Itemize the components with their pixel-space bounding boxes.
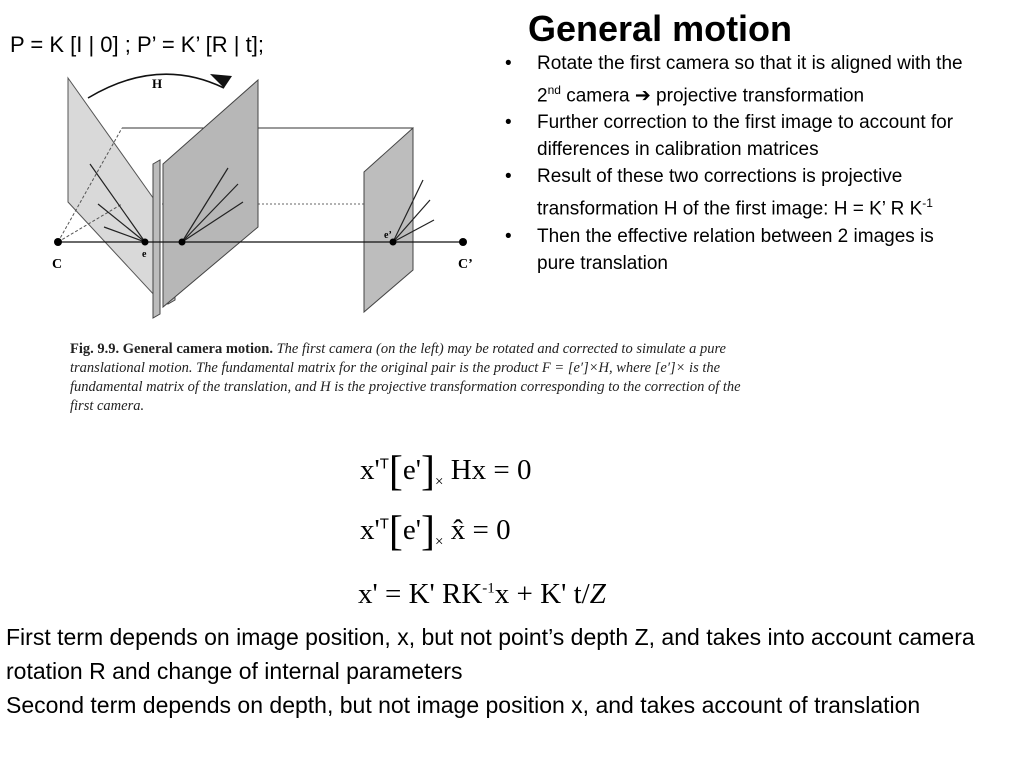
bullet-dot-icon: • <box>505 166 512 188</box>
label-c: C <box>52 257 63 272</box>
eq1-bracket-content: e' <box>402 454 422 486</box>
eq3-depth-variable: Z <box>589 578 606 610</box>
bullet-item <box>505 163 975 222</box>
camera-matrices-equation: P = K [I | 0] ; P’ = K’ [R | t]; <box>10 32 264 57</box>
eq2-rest: x̂ = 0 <box>450 514 511 546</box>
eq1-right-bracket: ] <box>421 449 436 495</box>
explanation-second-term: Second term depends on depth, but not image position x, and takes account of translation <box>6 692 921 718</box>
eq3-part2: x + K' t/ <box>494 578 590 610</box>
thin-plane-1 <box>153 160 160 318</box>
equation-epipolar-xhat <box>360 508 511 556</box>
bullet-dot-icon: • <box>505 53 512 74</box>
explanation-first-term: First term depends on image position, x, but not point’s depth Z, and takes into account camera rotation R and change of internal parameters <box>6 624 975 684</box>
eq3-part1: x' = K' RK <box>358 578 483 610</box>
label-h: H <box>152 76 163 91</box>
eq2-bracket-content: e' <box>402 514 422 546</box>
label-e: e <box>142 249 147 260</box>
bullet-list <box>505 50 975 277</box>
right-image-plane <box>364 128 413 312</box>
eq2-subscript: × <box>435 533 444 550</box>
explanation-text <box>6 620 1018 722</box>
bullet-text: Rotate the first camera so that it is aligned with the 2 <box>537 53 963 107</box>
caption-heading: Fig. 9.9. General camera motion. <box>70 341 273 357</box>
slide-title: General motion <box>528 8 793 49</box>
equation-point-transfer <box>358 578 606 611</box>
camera-motion-figure <box>38 62 498 324</box>
bullet-item <box>505 109 975 163</box>
eq1-lhs: x' <box>360 454 380 486</box>
caption-body: The first camera (on the left) may be rotated and corrected to simulate a pure translational motion. The fundamental matrix for the original pair is the product F = [e′]×H, where [e′]× is the fundamental matrix of the translation, and H is the projective transformation corresponding to the correction of the first camera. <box>70 341 741 414</box>
bullet-text: Then the effective relation between 2 images is pure translation <box>537 225 934 274</box>
bullet-dot-icon: • <box>505 225 512 247</box>
left-rotated-image-plane <box>68 78 156 297</box>
bullet-item <box>505 50 975 109</box>
label-c-prime: C’ <box>458 257 473 272</box>
bullet-text-after: camera ➔ projective transformation <box>560 85 865 107</box>
bullet-text: Further correction to the first image to account for differences in calibration matrices <box>537 112 954 161</box>
eq2-right-bracket: ] <box>421 509 436 555</box>
eq2-left-bracket: [ <box>388 509 403 555</box>
eq1-left-bracket: [ <box>388 449 403 495</box>
figure-caption <box>70 340 765 416</box>
label-e-prime: e’ <box>384 230 392 241</box>
camera-center-c-point <box>54 238 62 246</box>
bullet-dot-icon: • <box>505 112 512 134</box>
corrected-image-plane <box>163 80 258 307</box>
eq1-subscript: × <box>435 473 444 490</box>
corrected-epipole-point <box>179 239 186 246</box>
eq2-superscript: T <box>379 515 389 533</box>
eq3-superscript: -1 <box>482 580 495 597</box>
equation-epipolar-h <box>360 448 532 496</box>
eq1-rest: Hx = 0 <box>450 454 532 486</box>
bullet-superscript: nd <box>547 83 561 97</box>
eq1-superscript: T <box>379 455 389 473</box>
eq2-lhs: x' <box>360 514 380 546</box>
camera-center-c-prime-point <box>459 238 467 246</box>
epipole-e-point <box>142 239 149 246</box>
bullet-text: Result of these two corrections is projective transformation H of the first image: H = K’ R K <box>537 166 923 220</box>
bullet-item <box>505 223 975 277</box>
bullet-superscript: -1 <box>922 196 933 211</box>
